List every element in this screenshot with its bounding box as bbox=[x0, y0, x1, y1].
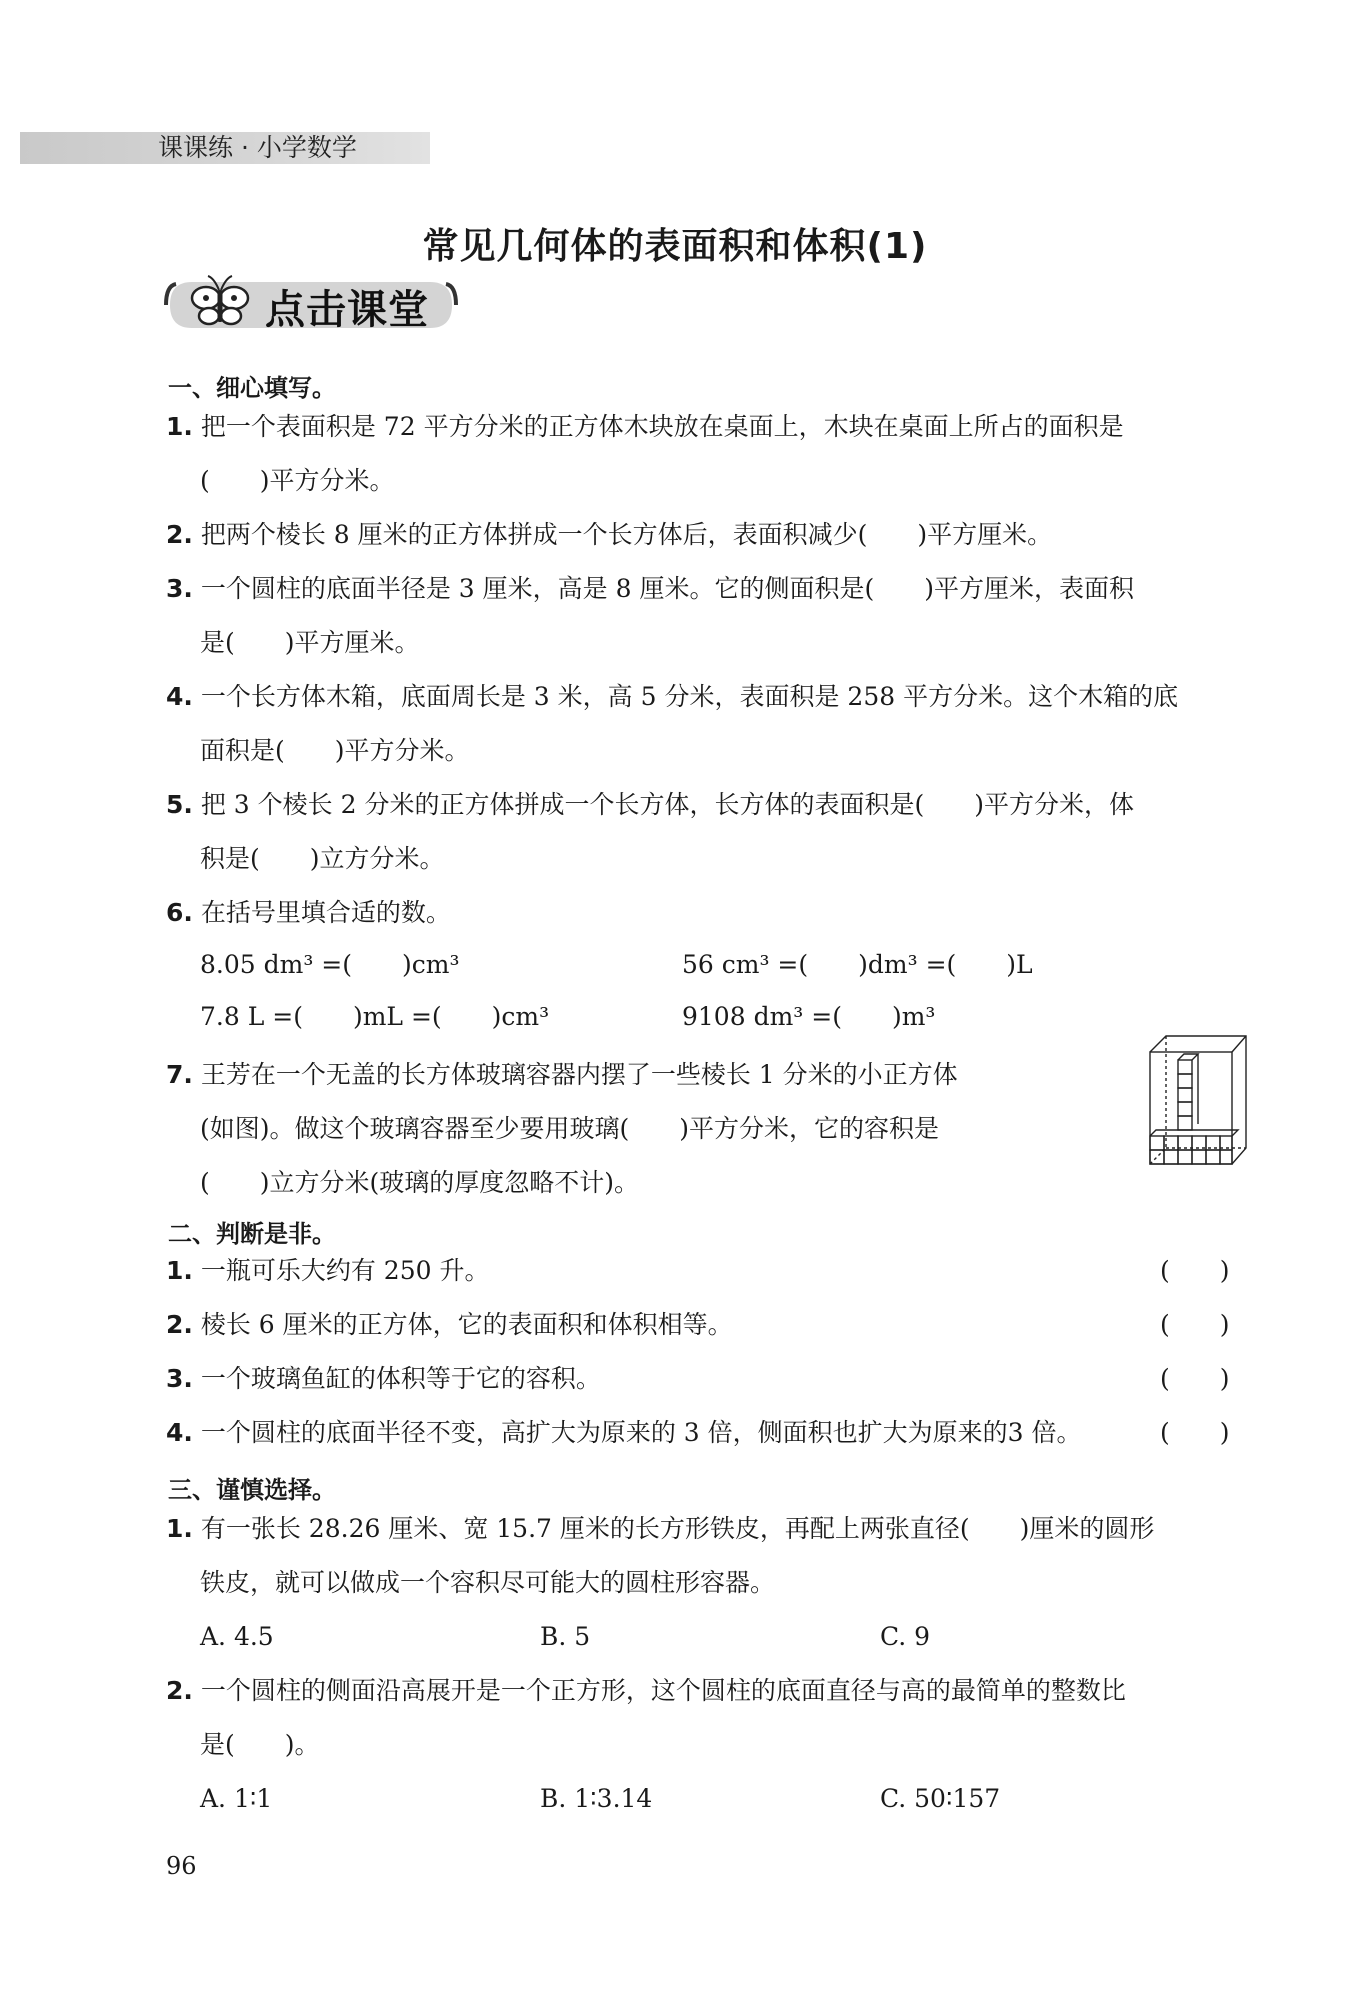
judge-4-text: 一个圆柱的底面半径不变，高扩大为原来的 3 倍，侧面积也扩大为原来的3 倍。 bbox=[200, 1418, 1082, 1447]
q-number: 2. bbox=[166, 1310, 193, 1339]
q6-item-b: 56 cm³ =( )dm³ =( )L bbox=[682, 950, 1033, 979]
choice-2-option-b[interactable]: B. 1∶3.14 bbox=[540, 1784, 653, 1813]
q5-line2: 积是( )立方分米。 bbox=[200, 844, 445, 873]
q-number: 1. bbox=[166, 1256, 193, 1285]
q-number: 6. bbox=[166, 898, 193, 927]
page-title: 常见几何体的表面积和体积(1) bbox=[422, 226, 928, 267]
judge-1-text: 一瓶可乐大约有 250 升。 bbox=[200, 1256, 490, 1285]
q-number: 4. bbox=[166, 682, 193, 711]
q-number: 5. bbox=[166, 790, 193, 819]
judge-1-answer-blank[interactable]: ( ) bbox=[1160, 1256, 1230, 1285]
q2-text: 把两个棱长 8 厘米的正方体拼成一个长方体后，表面积减少( )平方厘米。 bbox=[200, 520, 1053, 549]
q-number: 1. bbox=[166, 412, 193, 441]
q6-item-a: 8.05 dm³ =( )cm³ bbox=[200, 950, 460, 979]
choice-1-option-c[interactable]: C. 9 bbox=[880, 1622, 931, 1651]
q-number: 3. bbox=[166, 574, 193, 603]
section-heading-1: 一、细心填写。 bbox=[168, 374, 336, 402]
q6-item-d: 9108 dm³ =( )m³ bbox=[682, 1002, 936, 1031]
choice-2-line2: 是( )。 bbox=[200, 1730, 320, 1759]
q6-line1: 在括号里填合适的数。 bbox=[200, 898, 451, 927]
choice-2-line1: 一个圆柱的侧面沿高展开是一个正方形，这个圆柱的底面直径与高的最简单的整数比 bbox=[200, 1676, 1126, 1705]
page-number: 96 bbox=[166, 1852, 197, 1880]
section-badge: 点击课堂 bbox=[265, 287, 429, 333]
q7-line3: ( )立方分米(玻璃的厚度忽略不计)。 bbox=[200, 1168, 640, 1197]
choice-2-option-c[interactable]: C. 50∶157 bbox=[880, 1784, 1001, 1813]
book-title: 课课练 · 小学数学 bbox=[158, 133, 357, 162]
q-number: 1. bbox=[166, 1514, 193, 1543]
choice-2-option-a[interactable]: A. 1∶1 bbox=[200, 1784, 273, 1813]
q-number: 2. bbox=[166, 520, 193, 549]
q7-line2: (如图)。做这个玻璃容器至少要用玻璃( )平方分米，它的容积是 bbox=[200, 1114, 940, 1143]
q6-item-c: 7.8 L =( )mL =( )cm³ bbox=[200, 1002, 550, 1031]
choice-1-option-a[interactable]: A. 4.5 bbox=[200, 1622, 274, 1651]
q4-line1: 一个长方体木箱，底面周长是 3 米，高 5 分米，表面积是 258 平方分米。这个木箱的底 bbox=[200, 682, 1179, 711]
q-number: 7. bbox=[166, 1060, 193, 1089]
judge-2-answer-blank[interactable]: ( ) bbox=[1160, 1310, 1230, 1339]
q4-line2: 面积是( )平方分米。 bbox=[200, 736, 470, 765]
q-number: 3. bbox=[166, 1364, 193, 1393]
q3-line1: 一个圆柱的底面半径是 3 厘米，高是 8 厘米。它的侧面积是( )平方厘米，表面积 bbox=[200, 574, 1134, 603]
choice-1-line1: 有一张长 28.26 厘米、宽 15.7 厘米的长方形铁皮，再配上两张直径( )厘米的圆形 bbox=[200, 1514, 1155, 1543]
q-number: 2. bbox=[166, 1676, 193, 1705]
judge-2-text: 棱长 6 厘米的正方体，它的表面积和体积相等。 bbox=[200, 1310, 733, 1339]
q1-line2: ( )平方分米。 bbox=[200, 466, 395, 495]
choice-1-line2: 铁皮，就可以做成一个容积尽可能大的圆柱形容器。 bbox=[200, 1568, 776, 1597]
q3-line2: 是( )平方厘米。 bbox=[200, 628, 420, 657]
q5-line1: 把 3 个棱长 2 分米的正方体拼成一个长方体，长方体的表面积是( )平方分米，体 bbox=[200, 790, 1134, 819]
judge-3-text: 一个玻璃鱼缸的体积等于它的容积。 bbox=[200, 1364, 601, 1393]
section-heading-3: 三、谨慎选择。 bbox=[168, 1476, 336, 1504]
judge-3-answer-blank[interactable]: ( ) bbox=[1160, 1364, 1230, 1393]
choice-1-option-b[interactable]: B. 5 bbox=[540, 1622, 591, 1651]
q7-line1: 王芳在一个无盖的长方体玻璃容器内摆了一些棱长 1 分米的小正方体 bbox=[200, 1060, 958, 1089]
section-heading-2: 二、判断是非。 bbox=[168, 1220, 336, 1248]
q-number: 4. bbox=[166, 1418, 193, 1447]
q1-line1: 把一个表面积是 72 平方分米的正方体木块放在桌面上，木块在桌面上所占的面积是 bbox=[200, 412, 1124, 441]
judge-4-answer-blank[interactable]: ( ) bbox=[1160, 1418, 1230, 1447]
glass-container-figure bbox=[1148, 1032, 1250, 1166]
